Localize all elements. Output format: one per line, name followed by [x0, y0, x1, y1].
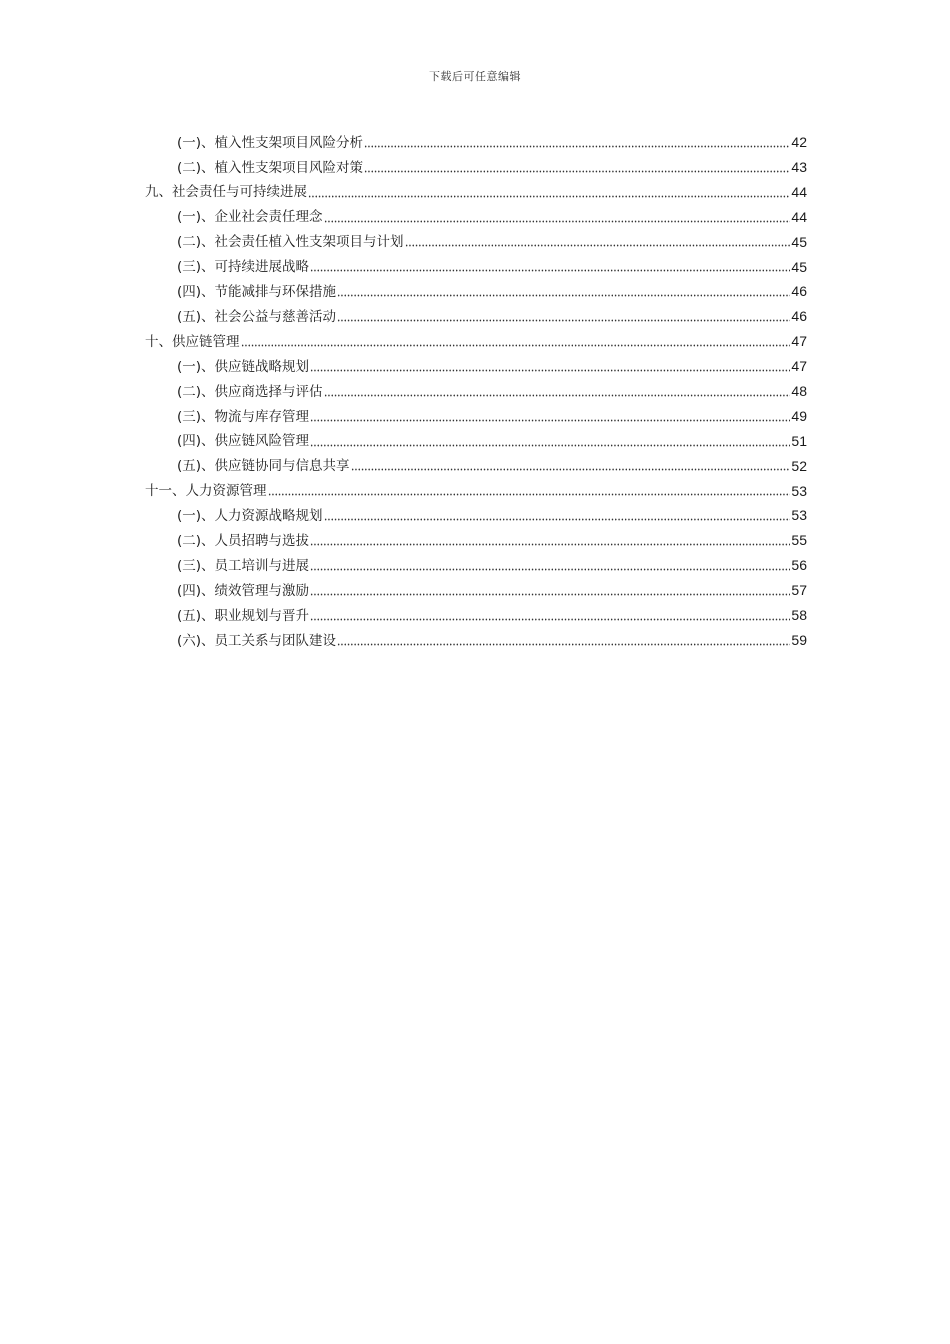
toc-entry-label: (五)、社会公益与慈善活动	[177, 308, 337, 325]
toc-dot-leader	[310, 364, 790, 372]
toc-chapter-entry[interactable]	[145, 325, 807, 350]
toc-dot-leader	[268, 488, 791, 496]
toc-section-entry[interactable]	[145, 599, 807, 624]
toc-section-entry[interactable]	[145, 524, 807, 549]
toc-section-entry[interactable]	[145, 624, 807, 649]
toc-page-number: 51	[791, 432, 807, 449]
toc-section-entry[interactable]	[145, 574, 807, 599]
toc-dot-leader	[310, 563, 790, 571]
toc-page-number: 49	[791, 407, 807, 424]
toc-entry-label: 十、供应链管理	[145, 333, 240, 350]
toc-page-number: 42	[791, 134, 807, 151]
toc-dot-leader	[310, 414, 790, 422]
toc-dot-leader	[364, 165, 790, 173]
toc-entry-label: (三)、物流与库存管理	[177, 408, 310, 425]
toc-entry-label: (一)、人力资源战略规划	[177, 508, 323, 525]
toc-page-number: 52	[791, 457, 807, 474]
toc-entry-label: (六)、员工关系与团队建设	[177, 632, 337, 649]
toc-entry-label: (三)、可持续进展战略	[177, 259, 310, 276]
toc-page-number: 53	[791, 482, 807, 499]
toc-section-entry[interactable]	[145, 151, 807, 176]
toc-section-entry[interactable]	[145, 549, 807, 574]
toc-entry-label: (二)、植入性支架项目风险对策	[177, 159, 364, 176]
toc-dot-leader	[337, 314, 790, 322]
toc-dot-leader	[337, 638, 790, 646]
toc-dot-leader	[324, 513, 791, 521]
toc-section-entry[interactable]	[145, 425, 807, 450]
toc-page-number: 45	[791, 258, 807, 275]
toc-page-number: 47	[791, 358, 807, 375]
toc-page-number: 53	[791, 507, 807, 524]
toc-section-entry[interactable]	[145, 275, 807, 300]
toc-chapter-entry[interactable]	[145, 176, 807, 201]
toc-dot-leader	[337, 289, 790, 297]
toc-page-number: 47	[791, 333, 807, 350]
toc-dot-leader	[241, 339, 791, 347]
toc-dot-leader	[308, 190, 790, 198]
toc-entry-label: (四)、供应链风险管理	[177, 433, 310, 450]
toc-section-entry[interactable]	[145, 300, 807, 325]
toc-entry-label: (二)、人员招聘与选拔	[177, 532, 310, 549]
toc-page-number: 44	[791, 208, 807, 225]
toc-entry-label: (四)、绩效管理与激励	[177, 582, 310, 599]
toc-dot-leader	[351, 463, 791, 471]
toc-page-number: 48	[791, 383, 807, 399]
toc-section-entry[interactable]	[145, 400, 807, 425]
page-header: 下载后可任意编辑	[429, 70, 521, 83]
table-of-contents	[145, 126, 807, 649]
toc-entry-label: 十一、人力资源管理	[145, 483, 267, 500]
toc-section-entry[interactable]	[145, 126, 807, 151]
toc-section-entry[interactable]	[145, 375, 807, 400]
toc-entry-label: (五)、职业规划与晋升	[177, 607, 310, 624]
toc-page-number: 58	[791, 607, 807, 624]
toc-dot-leader	[310, 264, 790, 272]
toc-page-number: 57	[791, 582, 807, 599]
toc-entry-label: (一)、供应链战略规划	[177, 358, 310, 375]
toc-dot-leader	[310, 613, 790, 621]
toc-section-entry[interactable]	[145, 226, 807, 251]
toc-page-number: 55	[791, 532, 807, 549]
toc-entry-label: (五)、供应链协同与信息共享	[177, 458, 350, 475]
toc-page-number: 45	[791, 233, 807, 250]
toc-entry-label: (二)、社会责任植入性支架项目与计划	[177, 234, 404, 251]
toc-entry-label: (四)、节能减排与环保措施	[177, 284, 337, 301]
toc-dot-leader	[310, 588, 790, 596]
toc-section-entry[interactable]	[145, 499, 807, 524]
toc-page-number: 43	[791, 158, 807, 175]
toc-dot-leader	[310, 538, 790, 546]
toc-section-entry[interactable]	[145, 201, 807, 226]
toc-section-entry[interactable]	[145, 350, 807, 375]
toc-section-entry[interactable]	[145, 250, 807, 275]
toc-dot-leader	[310, 439, 790, 447]
toc-page-number: 59	[791, 631, 807, 648]
toc-dot-leader	[405, 239, 791, 247]
toc-page-number: 46	[791, 283, 807, 300]
toc-entry-label: (一)、企业社会责任理念	[177, 209, 323, 226]
toc-page-number: 56	[791, 557, 807, 574]
toc-dot-leader	[324, 389, 791, 397]
toc-entry-label: (一)、植入性支架项目风险分析	[177, 134, 364, 151]
toc-entry-label: (三)、员工培训与进展	[177, 557, 310, 574]
toc-chapter-entry[interactable]	[145, 474, 807, 499]
toc-page-number: 46	[791, 308, 807, 325]
toc-section-entry[interactable]	[145, 450, 807, 475]
toc-entry-label: 九、社会责任与可持续进展	[145, 184, 307, 201]
toc-dot-leader	[324, 215, 791, 223]
toc-dot-leader	[364, 140, 790, 148]
toc-page-number: 44	[791, 183, 807, 200]
toc-entry-label: (二)、供应商选择与评估	[177, 383, 323, 400]
